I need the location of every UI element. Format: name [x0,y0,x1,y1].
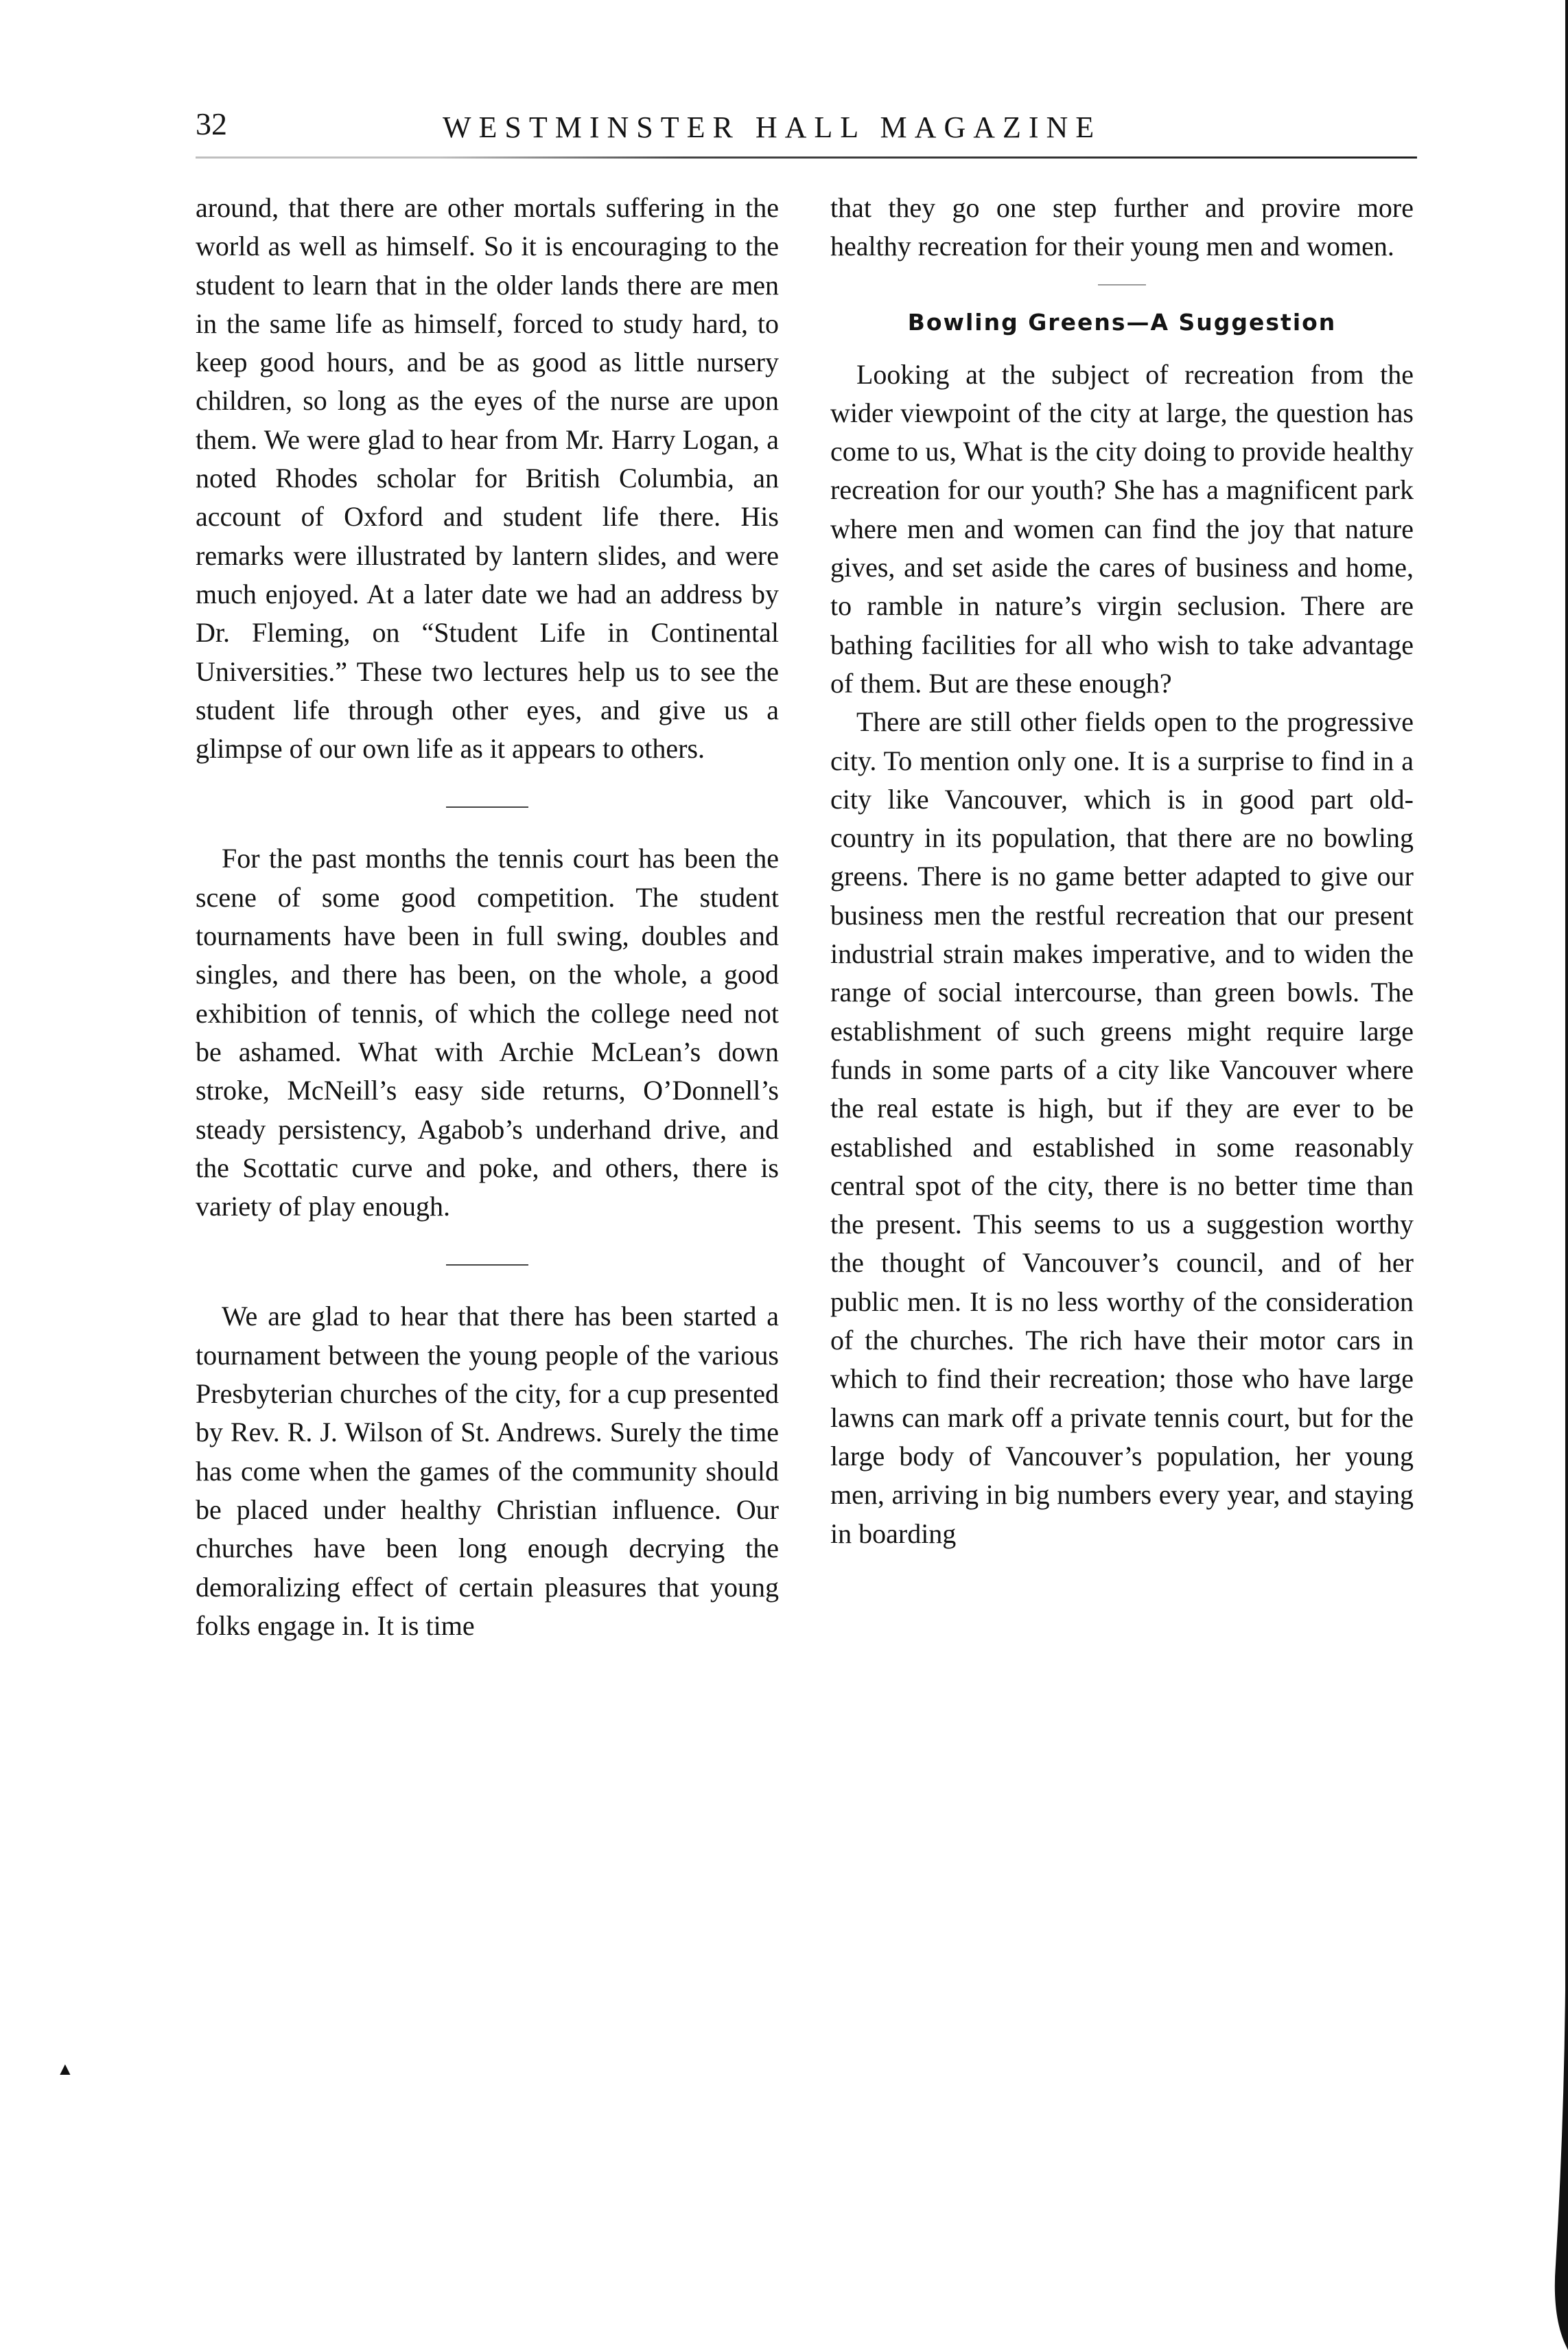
section-heading: Bowling Greens—A Suggestion [907,308,1337,336]
left-column [196,189,779,1645]
right-paragraph-bowling: There are still other fields open to the progressive city. To mention only one. It is a surprise to find in a city like Vancouver, which is in good part old-country in its population, that there are no bowling greens. There is no game better adapted to give our business men the restful recreation that our present industrial strain makes imperative, and to widen the range of social intercourse, than green bowls. The establishment of such greens might require large funds in some parts of a city like Vancouver where the real estate is high, but if they are ever to be established and established in some reasonably central spot of the city, there is no better time than the present. This seems to us a suggestion worthy the thought of Vancouver’s council, and of her public men. It is no less worthy of the consideration of the churches. The rich have their motor cars in which to find their recreation; those who have large lawns can mark off a private tennis court, but for the large body of Vancouver’s population, her young men, arriving in big numbers every year, and staying in boarding [830,706,1414,1549]
magazine-title: WESTMINSTER HALL MAGAZINE [443,110,1102,144]
right-paragraph-recreation: Looking at the subject of recreation from the wider viewpoint of the city at large, the question has come to us, What is the city doing to provide healthy recreation for our youth? She has a magnificent park where men and women can find the joy that nature gives, and set aside the cares of business and home, to ramble in nature’s virgin seclusion. There are bathing facilities for all who wish to take advantage of them. But are these enough? [830,358,1414,699]
right-paragraph-continuation: that they go one step further and provire more healthy recreation for their young men and women. [830,192,1414,262]
margin-mark: ▲ [56,2059,74,2079]
section-divider [1098,284,1146,286]
left-paragraph-student-life: around, that there are other mortals suffering in the world as well as himself. So it is encouraging to the student to learn that in the older lands there are men in the same life as himself, forced to study hard, to keep good hours, and be as good as little nursery children, so long as the eyes of the nurse are upon them. We were glad to hear from Mr. Harry Logan, a noted Rhodes scholar for British Columbia, an account of Oxford and student life there. His remarks were illustrated by lantern slides, and were much enjoyed. At a later date we had an address by Dr. Fleming, on “Student Life in Continental Universities.” These two lectures help us to see the student life through other eyes, and give us a glimpse of our own life as it appears to others. [196,192,779,765]
page-number: 32 [196,106,227,141]
left-paragraph-tournament: We are glad to hear that there has been started a tournament between the young people of the various Presbyterian churches of the city, for a cup presented by Rev. R. J. Wilson of St. Andrews. Surely the time has come when the games of the community should be placed under healthy Christian influence. Our churches have been long enough decrying the demoralizing effect of certain pleasures that young folks engage in. It is time [196,1301,779,1641]
page-header [196,103,1417,158]
header-rule [196,156,1417,159]
left-paragraph-tennis: For the past months the tennis court has been the scene of some good competition. The student tournaments have been in full swing, doubles and singles, and there has been, on the whole, a good exhibition of tennis, of which the college need not be ashamed. What with Archie McLean’s down stroke, McNeill’s easy side returns, O’Donnell’s steady persistency, Agabob’s underhand drive, and the Scottatic curve and poke, and others, there is variety of play enough. [196,843,779,1222]
right-column [830,189,1414,1553]
section-divider [446,1264,528,1266]
section-divider [446,806,528,808]
binding-edge [1552,0,1568,2350]
